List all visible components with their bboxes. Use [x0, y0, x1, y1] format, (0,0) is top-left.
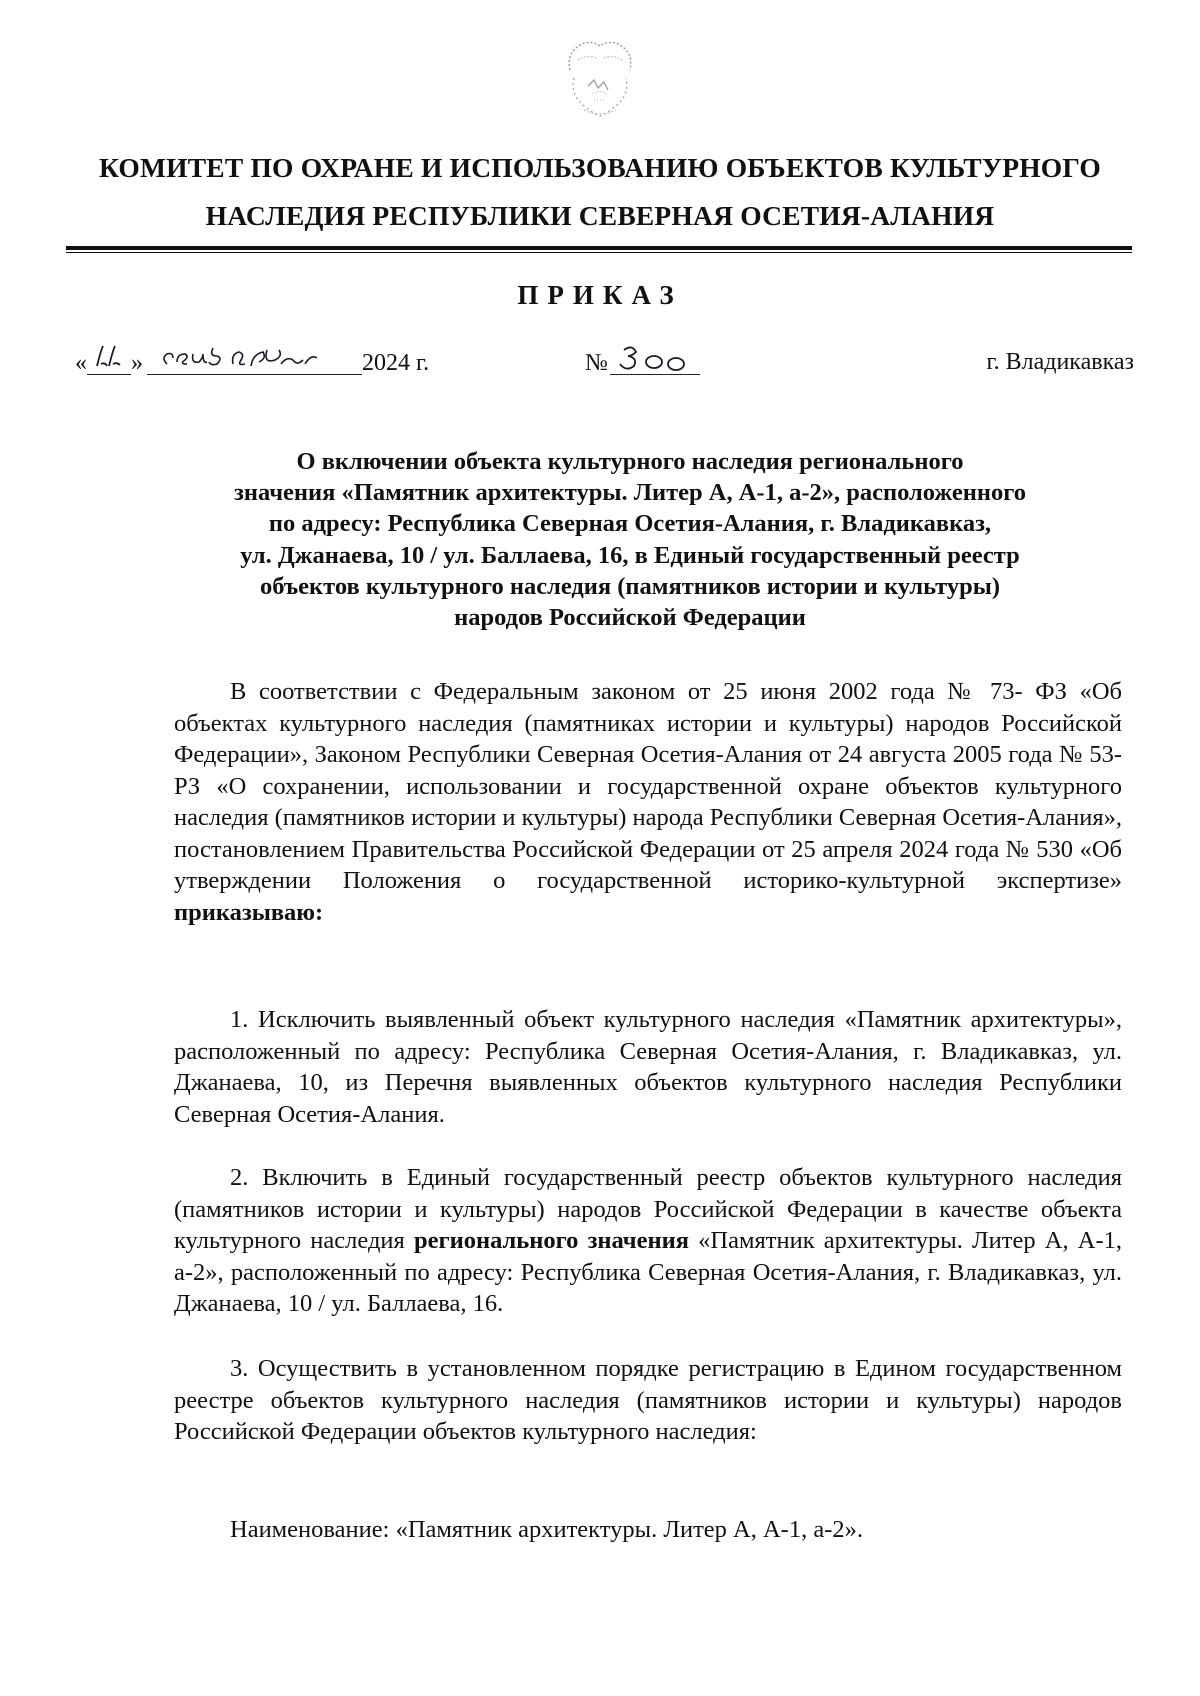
item-2-paragraph	[174, 1162, 1122, 1320]
item-2-bold-text: регионального значения	[413, 1227, 689, 1254]
title-line: народов Российской Федерации	[454, 604, 806, 632]
name-line-text: Наименование: «Памятник архитектуры. Литер А, А-1, а-2».	[230, 1516, 863, 1543]
preamble-text: В соответствии с Федеральным законом от 25 июня 2002 года № 73- ФЗ «Об объектах культурного наследия (памятниках истории и культуры) народов Российской Федерации», Законом Республики Северная Осетия-Алания от 24 августа 2005 года № 53-РЗ «О сохранении, использовании и государственной охране объектов культурного наследия (памятников истории и культуры) народа Республики Северная Осетия-Алания», постановлением Правительства Российской Федерации от 25 апреля 2024 года № 530 «Об утверждении Положения о государственной историко-культурной экспертизе»	[174, 678, 1122, 894]
item-2-text-start: 2. Включить в Единый государственный реестр объектов культурного наследия (памятников истории и культуры) народов Российской Федерации в качестве объекта культурного наследия	[174, 1164, 1122, 1254]
year: 2024 г.	[362, 350, 430, 376]
order-title	[150, 446, 1110, 633]
organization-name-line-2: НАСЛЕДИЯ РЕСПУБЛИКИ СЕВЕРНАЯ ОСЕТИЯ-АЛАНИЯ	[205, 200, 995, 231]
title-line: по адресу: Республика Северная Осетия-Алания, г. Владикавказ,	[268, 510, 992, 538]
item-1-paragraph	[174, 1004, 1122, 1130]
title-line: значения «Памятник архитектуры. Литер А, А-1, а-2», расположенного	[233, 479, 1026, 507]
day-handwriting	[87, 340, 131, 374]
item-2-text-end: «Памятник архитектуры. Литер А, А-1, а-2», расположенный по адресу: Республика Северная Осетия-Алания, г. Владикавказ, ул. Джанаева, 10 / ул. Баллаева, 16.	[174, 1227, 1123, 1317]
organization-name-line-1: КОМИТЕТ ПО ОХРАНЕ И ИСПОЛЬЗОВАНИЮ ОБЪЕКТОВ КУЛЬТУРНОГО	[98, 152, 1102, 183]
preamble-bold-verb: приказываю:	[174, 898, 324, 926]
header-divider-thin	[66, 252, 1132, 253]
header-divider-thick	[66, 246, 1132, 250]
quote-close: »	[131, 350, 143, 376]
month-handwritten-field	[147, 350, 362, 375]
item-1-text: 1. Исключить выявленный объект культурного наследия «Памятник архитектуры», расположенный по адресу: Республика Северная Осетия-Алания, г. Владикавказ, ул. Джанаева, 10, из Перечня выявленных объектов культурного наследия Республики Северная Осетия-Алания.	[174, 1006, 1122, 1128]
document-type-heading: ПРИКАЗ	[517, 280, 683, 310]
name-line-paragraph	[174, 1514, 1122, 1546]
number-handwriting	[610, 340, 700, 374]
number-handwritten-field	[610, 350, 700, 375]
number-label: №	[585, 350, 608, 376]
item-3-paragraph	[174, 1353, 1122, 1448]
order-number	[585, 350, 700, 375]
city: г. Владикавказ	[986, 349, 1134, 375]
preamble-paragraph	[174, 676, 1122, 928]
quote-open: «	[75, 350, 87, 376]
day-handwritten-field	[87, 350, 131, 375]
title-line: О включении объекта культурного наследия регионального	[296, 448, 964, 475]
item-3-text: 3. Осуществить в установленном порядке регистрацию в Едином государственном реестре объектов культурного наследия (памятников истории и культуры) народов Российской Федерации объектов культурного наследия:	[174, 1355, 1122, 1445]
title-line: объектов культурного наследия (памятников истории и культуры)	[259, 572, 1001, 600]
title-line: ул. Джанаева, 10 / ул. Баллаева, 16, в Единый государственный реестр	[240, 541, 1020, 569]
month-handwriting	[147, 340, 362, 374]
coat-of-arms-emblem	[548, 30, 652, 126]
order-date	[75, 350, 429, 375]
